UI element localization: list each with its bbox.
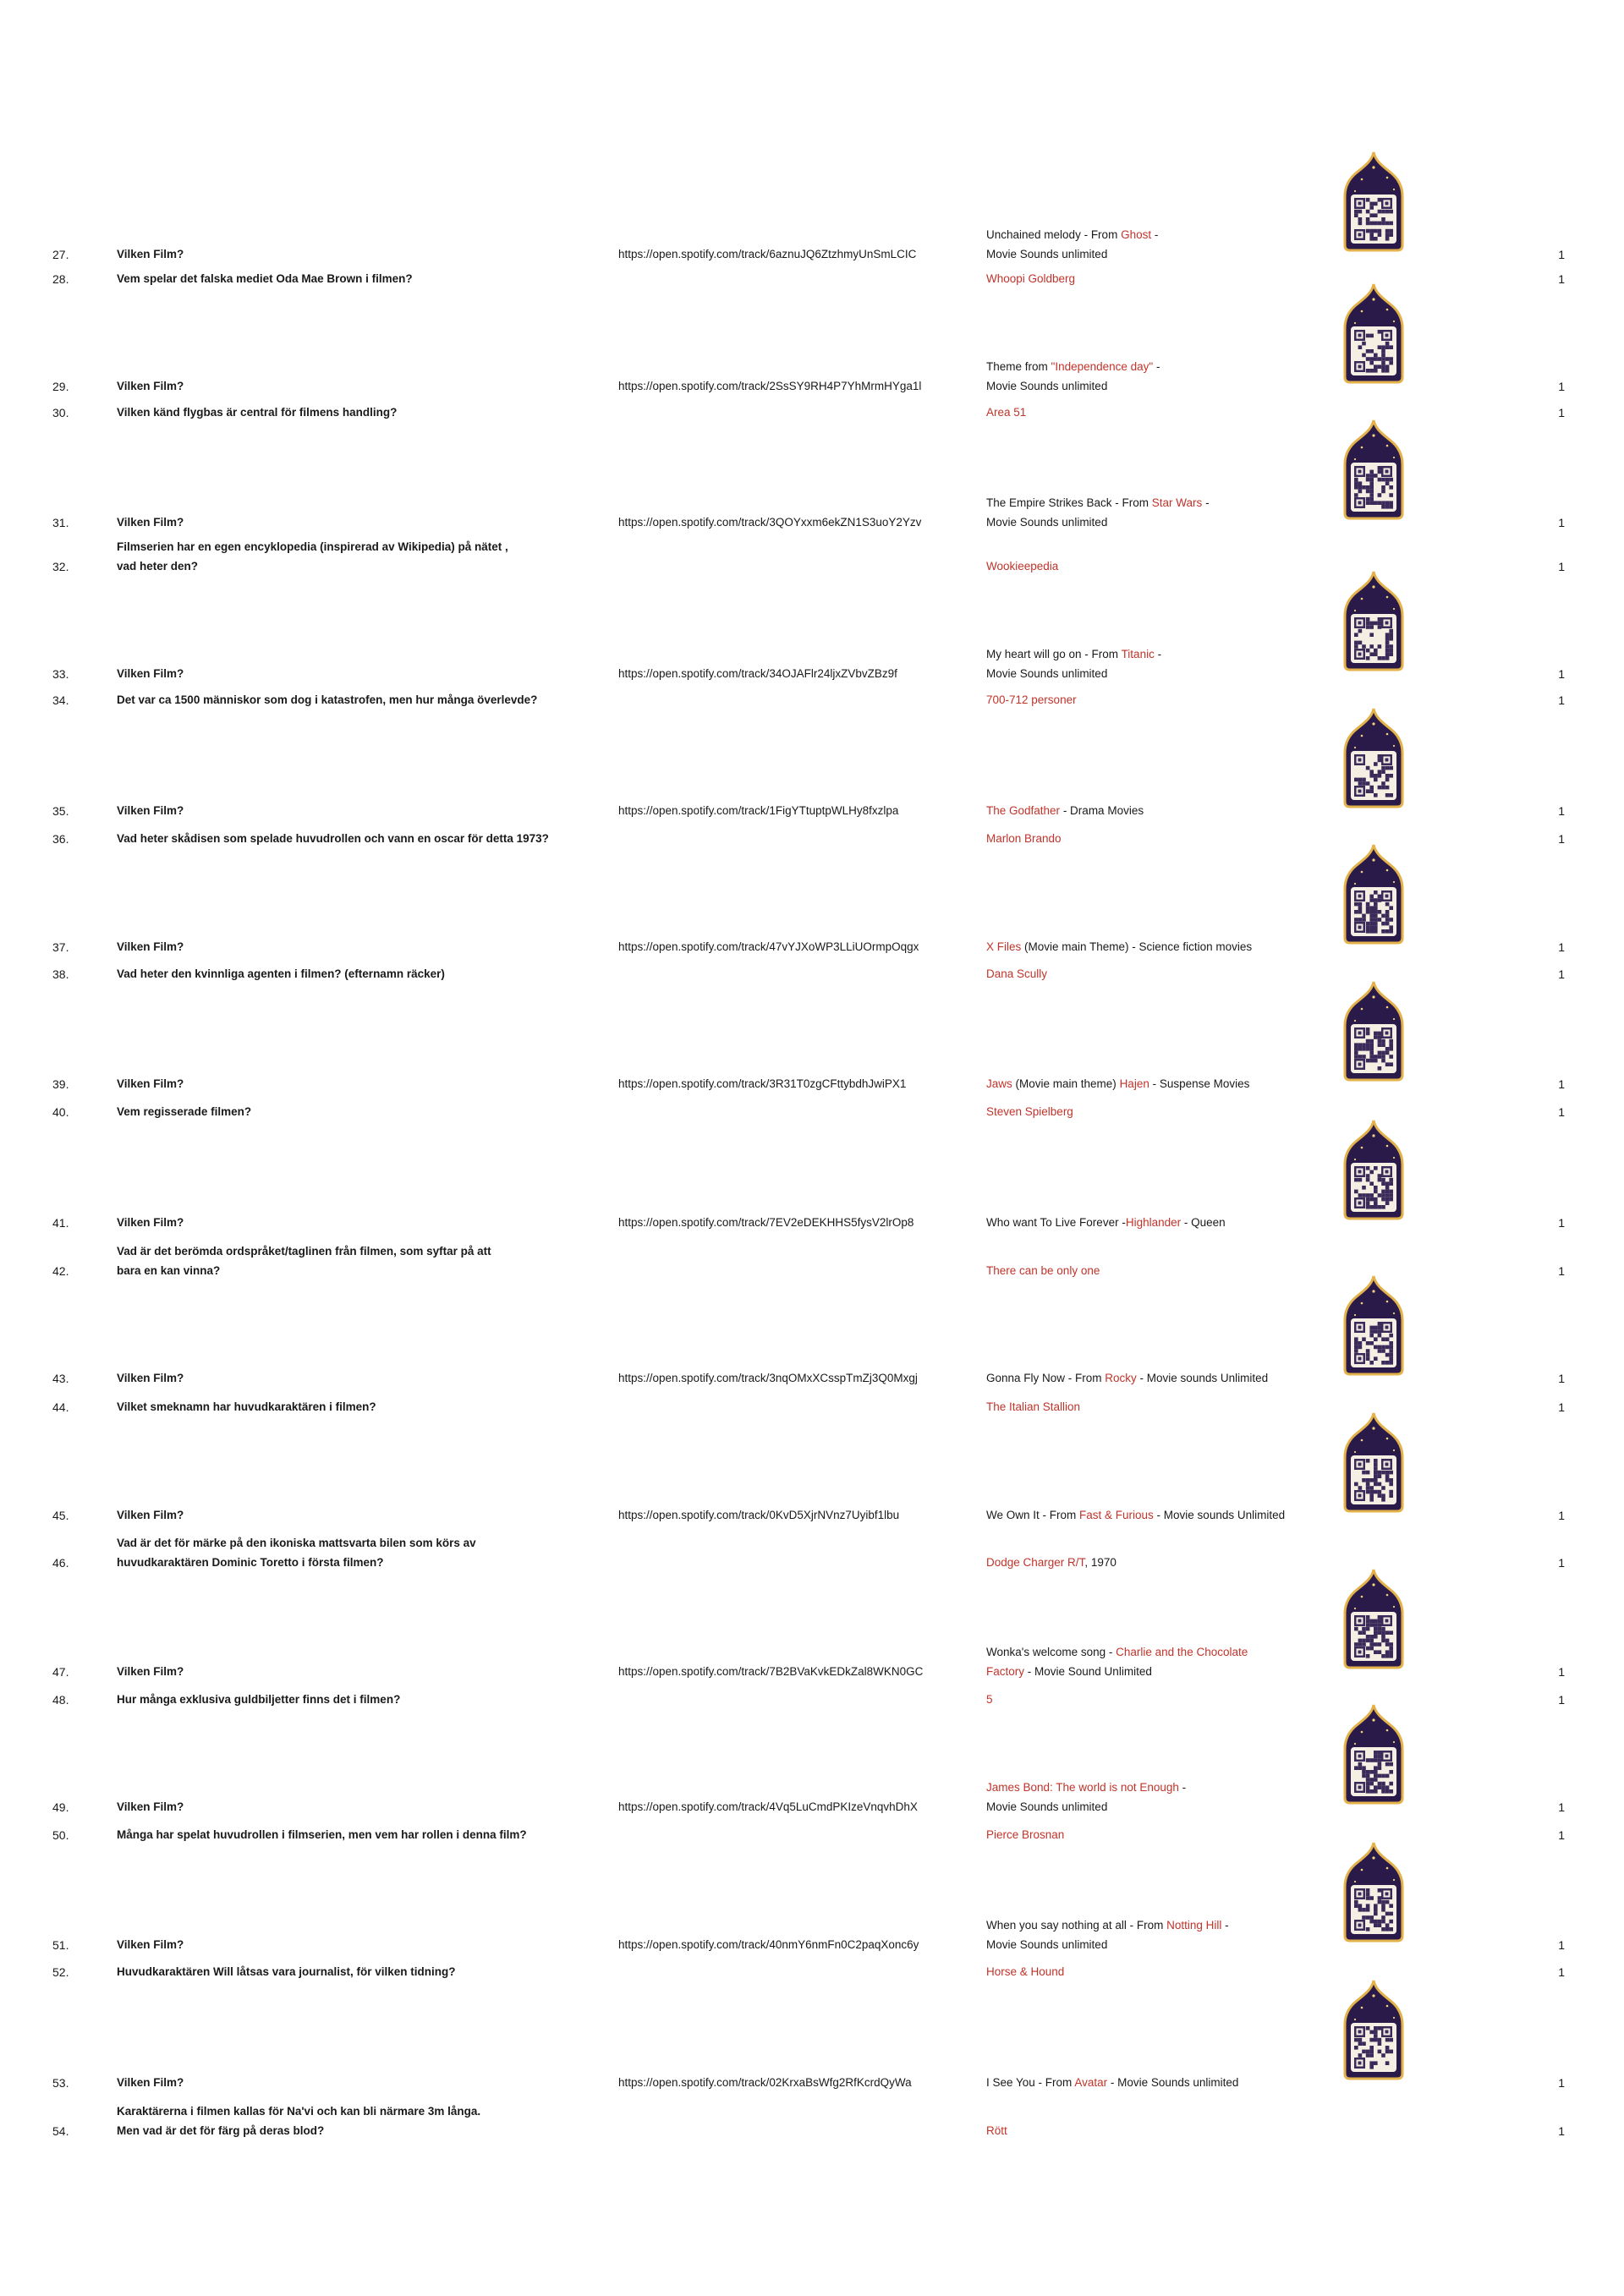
- answer-text: [986, 938, 1252, 956]
- qr-code-badge[interactable]: [1343, 282, 1404, 384]
- answer-text: [986, 645, 1161, 664]
- answer-segment: - Drama Movies: [1060, 804, 1144, 817]
- points-value: 1: [1558, 967, 1565, 981]
- qr-code-badge[interactable]: [1343, 1274, 1404, 1376]
- question-text: Men vad är det för färg på deras blod?: [117, 2124, 325, 2137]
- answer-text: [986, 1963, 1064, 1981]
- qr-code-icon: [1343, 1841, 1404, 1943]
- answer-highlight: Fast & Furious: [1079, 1509, 1154, 1521]
- points-value: 1: [1558, 1800, 1565, 1814]
- question-number: 44.: [52, 1400, 69, 1414]
- question-text: Vilken Film?: [117, 1800, 184, 1813]
- answer-highlight: Horse & Hound: [986, 1965, 1065, 1978]
- answer-text: [986, 1826, 1064, 1844]
- question-number: 39.: [52, 1077, 69, 1091]
- answer-segment: Theme from: [986, 360, 1051, 373]
- question-number: 37.: [52, 940, 69, 954]
- question-number: 32.: [52, 560, 69, 573]
- answer-text: [986, 358, 1160, 376]
- answer-segment: -: [1153, 360, 1160, 373]
- answer-segment: , 1970: [1084, 1556, 1116, 1569]
- points-value: 1: [1558, 832, 1565, 846]
- question-number: 47.: [52, 1665, 69, 1679]
- answer-segment: (Movie main theme): [1012, 1077, 1120, 1090]
- points-value: 1: [1558, 693, 1565, 707]
- spotify-link[interactable]: https://open.spotify.com/track/6aznuJQ6ZtzhmyUnSmLCIC: [618, 248, 917, 260]
- answer-highlight: Dana Scully: [986, 967, 1048, 980]
- question-number: 50.: [52, 1828, 69, 1842]
- answer-text: [986, 1553, 1116, 1572]
- question-text: Många har spelat huvudrollen i filmserien, men vem har rollen i denna film?: [117, 1828, 527, 1841]
- answer-segment: - Movie Sound Unlimited: [1024, 1665, 1152, 1678]
- spotify-link[interactable]: https://open.spotify.com/track/3nqOMxXCsspTmZj3Q0Mxgj: [618, 1372, 918, 1384]
- question-number: 35.: [52, 804, 69, 818]
- answer-text: [986, 1778, 1186, 1797]
- question-text: Vilken Film?: [117, 804, 184, 817]
- answer-highlight: X Files: [986, 940, 1022, 953]
- question-number: 42.: [52, 1264, 69, 1278]
- spotify-link[interactable]: https://open.spotify.com/track/1FigYTtuptpWLHy8fxzlpa: [618, 804, 899, 817]
- question-number: 48.: [52, 1693, 69, 1707]
- answer-segment: Movie Sounds unlimited: [986, 1800, 1108, 1813]
- question-number: 54.: [52, 2124, 69, 2138]
- question-number: 51.: [52, 1938, 69, 1952]
- spotify-link[interactable]: https://open.spotify.com/track/0KvD5XjrNVnz7Uyibf1lbu: [618, 1509, 900, 1521]
- points-value: 1: [1558, 1665, 1565, 1679]
- answer-segment: - Suspense Movies: [1149, 1077, 1250, 1090]
- answer-text: [986, 1506, 1285, 1525]
- answer-text: [986, 270, 1075, 288]
- spotify-link[interactable]: https://open.spotify.com/track/3R31T0zgCFttybdhJwiPX1: [618, 1077, 907, 1090]
- qr-code-badge[interactable]: [1343, 1568, 1404, 1669]
- points-value: 1: [1558, 560, 1565, 573]
- answer-segment: -: [1178, 1781, 1187, 1794]
- answer-text: [986, 513, 1107, 532]
- answer-segment: Movie Sounds unlimited: [986, 248, 1108, 260]
- answer-highlight: Star Wars: [1151, 496, 1203, 509]
- answer-text: [986, 377, 1107, 396]
- points-value: 1: [1558, 1965, 1565, 1979]
- qr-code-badge[interactable]: [1343, 980, 1404, 1082]
- answer-highlight: Titanic: [1121, 648, 1155, 660]
- question-text: Vilken Film?: [117, 1216, 184, 1229]
- answer-highlight: 5: [986, 1693, 993, 1706]
- answer-highlight: Ghost: [1121, 228, 1152, 241]
- question-number: 41.: [52, 1216, 69, 1230]
- question-number: 28.: [52, 272, 69, 286]
- answer-segment: -: [1154, 648, 1162, 660]
- points-value: 1: [1558, 667, 1565, 681]
- qr-code-badge[interactable]: [1343, 843, 1404, 945]
- answer-highlight: Factory: [986, 1665, 1025, 1678]
- question-number: 30.: [52, 406, 69, 419]
- answer-text: [986, 1663, 1152, 1681]
- question-text: Vad är det berömda ordspråket/taglinen från filmen, som syftar på att: [117, 1245, 491, 1258]
- answer-highlight: Steven Spielberg: [986, 1105, 1073, 1118]
- points-value: 1: [1558, 380, 1565, 393]
- question-text: Vilken Film?: [117, 380, 184, 392]
- answer-text: [986, 1643, 1248, 1662]
- spotify-link[interactable]: https://open.spotify.com/track/4Vq5LuCmdPKIzeVnqvhDhX: [618, 1800, 918, 1813]
- answer-text: [986, 830, 1062, 848]
- answer-text: [986, 665, 1107, 683]
- answer-segment: When you say nothing at all - From: [986, 1919, 1167, 1932]
- answer-segment: Who want To Live Forever -: [986, 1216, 1126, 1229]
- answer-highlight: "Independence day": [1051, 360, 1154, 373]
- qr-code-icon: [1343, 707, 1404, 808]
- spotify-link[interactable]: https://open.spotify.com/track/7B2BVaKvkEDkZal8WKN0GC: [618, 1665, 924, 1678]
- points-value: 1: [1558, 1828, 1565, 1842]
- question-text: vad heter den?: [117, 560, 199, 573]
- spotify-link[interactable]: https://open.spotify.com/track/02KrxaBsWfg2RfKcrdQyWa: [618, 2076, 912, 2089]
- answer-text: [986, 1369, 1268, 1388]
- answer-highlight: Whoopi Goldberg: [986, 272, 1076, 285]
- points-value: 1: [1558, 1077, 1565, 1091]
- answer-highlight: Highlander: [1125, 1216, 1182, 1229]
- question-number: 31.: [52, 516, 69, 529]
- question-number: 49.: [52, 1800, 69, 1814]
- answer-text: [986, 2122, 1007, 2140]
- qr-code-badge[interactable]: [1343, 1119, 1404, 1220]
- question-text: bara en kan vinna?: [117, 1264, 221, 1277]
- qr-code-icon: [1343, 419, 1404, 520]
- question-text: Vilken Film?: [117, 1665, 184, 1678]
- question-number: 52.: [52, 1965, 69, 1979]
- points-value: 1: [1558, 1509, 1565, 1522]
- answer-text: [986, 245, 1107, 264]
- answer-segment: -: [1221, 1919, 1229, 1932]
- answer-segment: My heart will go on - From: [986, 648, 1122, 660]
- points-value: 1: [1558, 1216, 1565, 1230]
- answer-text: [986, 1936, 1107, 1954]
- spotify-link[interactable]: https://open.spotify.com/track/2SsSY9RH4P7YhMrmHYga1l: [618, 380, 922, 392]
- qr-code-icon: [1343, 843, 1404, 945]
- question-number: 38.: [52, 967, 69, 981]
- question-number: 34.: [52, 693, 69, 707]
- answer-segment: I See You - From: [986, 2076, 1075, 2089]
- answer-highlight: Pierce Brosnan: [986, 1828, 1065, 1841]
- points-value: 1: [1558, 804, 1565, 818]
- answer-text: [986, 1798, 1107, 1817]
- question-number: 36.: [52, 832, 69, 846]
- qr-code-badge[interactable]: [1343, 1979, 1404, 2080]
- qr-code-icon: [1343, 980, 1404, 1082]
- answer-highlight: Avatar: [1074, 2076, 1108, 2089]
- question-text: Vad heter den kvinnliga agenten i filmen? (efternamn räcker): [117, 967, 445, 980]
- points-value: 1: [1558, 248, 1565, 261]
- question-text: Vilken Film?: [117, 2076, 184, 2089]
- qr-code-icon: [1343, 1568, 1404, 1669]
- qr-code-badge[interactable]: [1343, 707, 1404, 808]
- qr-code-icon: [1343, 1119, 1404, 1220]
- answer-segment: Unchained melody - From: [986, 228, 1122, 241]
- question-text: Vilken Film?: [117, 1938, 184, 1951]
- answer-highlight: Hajen: [1119, 1077, 1149, 1090]
- answer-text: [986, 494, 1210, 512]
- answer-text: [986, 2074, 1238, 2092]
- question-number: 33.: [52, 667, 69, 681]
- answer-highlight: The Italian Stallion: [986, 1400, 1081, 1413]
- question-text: Vad är det för märke på den ikoniska mattsvarta bilen som körs av: [117, 1537, 476, 1549]
- answer-text: [986, 403, 1026, 422]
- answer-highlight: Marlon Brando: [986, 832, 1062, 845]
- answer-text: [986, 1214, 1226, 1232]
- points-value: 1: [1558, 516, 1565, 529]
- question-text: Det var ca 1500 människor som dog i katastrofen, men hur många överlevde?: [117, 693, 538, 706]
- answer-highlight: 700-712 personer: [986, 693, 1077, 706]
- qr-code-icon: [1343, 1979, 1404, 2080]
- question-number: 45.: [52, 1509, 69, 1522]
- answer-segment: -: [1151, 228, 1159, 241]
- question-text: Vem spelar det falska mediet Oda Mae Brown i filmen?: [117, 272, 413, 285]
- question-text: Vilken Film?: [117, 248, 184, 260]
- answer-segment: Movie Sounds unlimited: [986, 516, 1108, 529]
- answer-segment: Wonka's welcome song -: [986, 1646, 1116, 1658]
- answer-segment: The Empire Strikes Back - From: [986, 496, 1152, 509]
- question-text: Vilken Film?: [117, 1509, 184, 1521]
- answer-segment: (Movie main Theme) - Science fiction movies: [1021, 940, 1253, 953]
- qr-code-icon: [1343, 1274, 1404, 1376]
- qr-code-badge[interactable]: [1343, 1411, 1404, 1513]
- answer-segment: - Movie sounds Unlimited: [1153, 1509, 1286, 1521]
- question-text: Hur många exklusiva guldbiljetter finns det i filmen?: [117, 1693, 401, 1706]
- qr-code-badge[interactable]: [1343, 1841, 1404, 1943]
- answer-segment: Gonna Fly Now - From: [986, 1372, 1106, 1384]
- spotify-link[interactable]: https://open.spotify.com/track/40nmY6nmFn0C2paqXonc6y: [618, 1938, 919, 1951]
- points-value: 1: [1558, 1105, 1565, 1119]
- qr-code-icon: [1343, 151, 1404, 252]
- question-text: Vilket smeknamn har huvudkaraktären i filmen?: [117, 1400, 376, 1413]
- question-number: 53.: [52, 2076, 69, 2090]
- question-text: Vilken Film?: [117, 1372, 184, 1384]
- question-text: Vilken känd flygbas är central för filmens handling?: [117, 406, 398, 419]
- answer-highlight: Dodge Charger R/T: [986, 1556, 1085, 1569]
- question-text: Vem regisserade filmen?: [117, 1105, 252, 1118]
- qr-code-icon: [1343, 1703, 1404, 1805]
- qr-code-icon: [1343, 282, 1404, 384]
- answer-text: [986, 1398, 1080, 1417]
- answer-text: [986, 1103, 1073, 1121]
- answer-text: [986, 557, 1058, 576]
- answer-segment: - Movie sounds Unlimited: [1136, 1372, 1269, 1384]
- question-text: Vilken Film?: [117, 1077, 184, 1090]
- question-number: 43.: [52, 1372, 69, 1385]
- answer-highlight: James Bond: The world is not Enough: [986, 1781, 1179, 1794]
- points-value: 1: [1558, 1400, 1565, 1414]
- qr-code-badge[interactable]: [1343, 419, 1404, 520]
- points-value: 1: [1558, 1556, 1565, 1570]
- answer-highlight: The Godfather: [986, 804, 1061, 817]
- answer-text: [986, 1690, 993, 1709]
- answer-segment: We Own It - From: [986, 1509, 1080, 1521]
- answer-text: [986, 802, 1144, 820]
- question-text: Vilken Film?: [117, 516, 184, 529]
- answer-text: [986, 226, 1158, 244]
- answer-highlight: Rött: [986, 2124, 1007, 2137]
- qr-code-icon: [1343, 570, 1404, 671]
- answer-highlight: Jaws: [986, 1077, 1012, 1090]
- answer-highlight: Charlie and the Chocolate: [1116, 1646, 1248, 1658]
- answer-highlight: Area 51: [986, 406, 1027, 419]
- question-number: 29.: [52, 380, 69, 393]
- answer-segment: -: [1202, 496, 1210, 509]
- answer-highlight: Notting Hill: [1166, 1919, 1222, 1932]
- answer-highlight: There can be only one: [986, 1264, 1100, 1277]
- answer-text: [986, 1262, 1100, 1280]
- answer-highlight: Rocky: [1105, 1372, 1137, 1384]
- answer-segment: Movie Sounds unlimited: [986, 1938, 1108, 1951]
- points-value: 1: [1558, 2124, 1565, 2138]
- question-number: 46.: [52, 1556, 69, 1570]
- spotify-link[interactable]: https://open.spotify.com/track/7EV2eDEKHHS5fysV2lrOp8: [618, 1216, 914, 1229]
- spotify-link[interactable]: https://open.spotify.com/track/3QOYxxm6ekZN1S3uoY2Yzv: [618, 516, 922, 529]
- answer-text: [986, 691, 1077, 710]
- answer-text: [986, 1916, 1229, 1935]
- points-value: 1: [1558, 406, 1565, 419]
- points-value: 1: [1558, 940, 1565, 954]
- spotify-link[interactable]: https://open.spotify.com/track/34OJAFlr24ljxZVbvZBz9f: [618, 667, 897, 680]
- points-value: 1: [1558, 1938, 1565, 1952]
- question-text: Karaktärerna i filmen kallas för Na'vi och kan bli närmare 3m långa.: [117, 2105, 481, 2118]
- answer-segment: Movie Sounds unlimited: [986, 380, 1108, 392]
- question-text: Filmserien har en egen encyklopedia (inspirerad av Wikipedia) på nätet ,: [117, 540, 508, 553]
- qr-code-badge[interactable]: [1343, 151, 1404, 252]
- qr-code-badge[interactable]: [1343, 570, 1404, 671]
- answer-segment: - Queen: [1181, 1216, 1226, 1229]
- answer-text: [986, 1075, 1249, 1093]
- answer-highlight: Wookieepedia: [986, 560, 1059, 573]
- spotify-link[interactable]: https://open.spotify.com/track/47vYJXoWP3LLiUOrmpOqgx: [618, 940, 919, 953]
- question-text: Huvudkaraktären Will låtsas vara journalist, för vilken tidning?: [117, 1965, 456, 1978]
- answer-text: [986, 965, 1047, 984]
- qr-code-icon: [1343, 1411, 1404, 1513]
- points-value: 1: [1558, 272, 1565, 286]
- points-value: 1: [1558, 1264, 1565, 1278]
- qr-code-badge[interactable]: [1343, 1703, 1404, 1805]
- question-number: 27.: [52, 248, 69, 261]
- answer-segment: Movie Sounds unlimited: [986, 667, 1108, 680]
- points-value: 1: [1558, 1693, 1565, 1707]
- answer-segment: - Movie Sounds unlimited: [1107, 2076, 1239, 2089]
- question-number: 40.: [52, 1105, 69, 1119]
- points-value: 1: [1558, 1372, 1565, 1385]
- points-value: 1: [1558, 2076, 1565, 2090]
- question-text: Vad heter skådisen som spelade huvudrollen och vann en oscar för detta 1973?: [117, 832, 549, 845]
- question-text: huvudkaraktären Dominic Toretto i första filmen?: [117, 1556, 384, 1569]
- question-text: Vilken Film?: [117, 940, 184, 953]
- question-text: Vilken Film?: [117, 667, 184, 680]
